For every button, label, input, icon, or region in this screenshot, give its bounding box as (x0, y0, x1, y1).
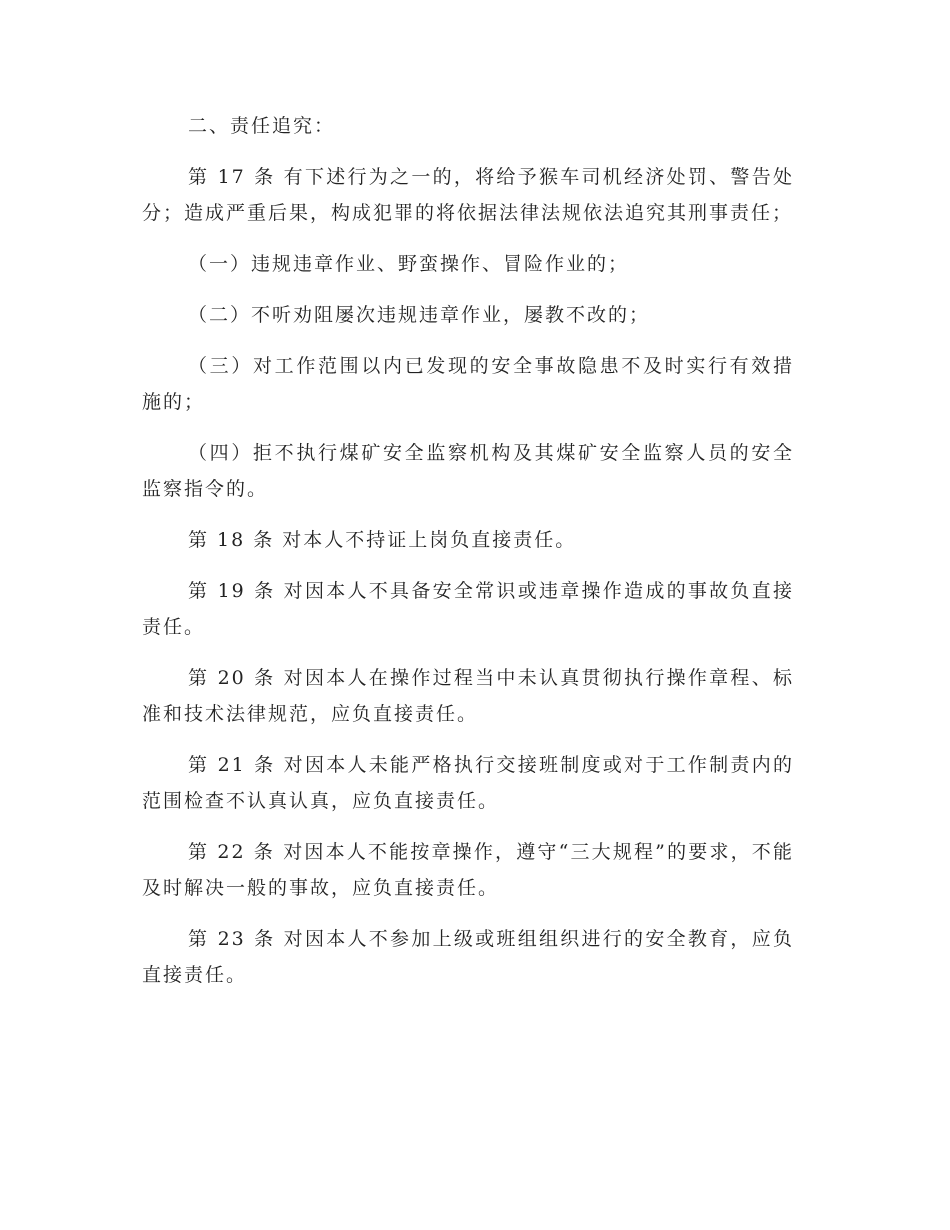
article-19: 第 19 条 对因本人不具备安全常识或违章操作造成的事故负直接责任。 (142, 580, 794, 638)
document-page (142, 108, 794, 993)
article-21: 第 21 条 对因本人未能严格执行交接班制度或对于工作制责内的范围检查不认真认真，应负直接责任。 (142, 754, 794, 812)
clause-2: （二）不听劝阻屡次违规违章作业，屡教不改的； (188, 304, 651, 326)
article-22: 第 22 条 对因本人不能按章操作，遵守“三大规程”的要求，不能及时解决一般的事故，应负直接责任。 (142, 841, 794, 899)
section-heading: 二、责任追究： (188, 115, 336, 137)
article-18: 第 18 条 对本人不持证上岗负直接责任。 (188, 529, 577, 551)
article-23: 第 23 条 对因本人不参加上级或班组组织进行的安全教育，应负直接责任。 (142, 928, 794, 986)
clause-3: （三）对工作范围以内已发现的安全事故隐患不及时实行有效措施的； (142, 355, 794, 413)
clause-1: （一）违规违章作业、野蛮操作、冒险作业的； (188, 253, 630, 275)
article-17: 第 17 条 有下述行为之一的，将给予猴车司机经济处罚、警告处分；造成严重后果，构成犯罪的将依据法律法规依法追究其刑事责任； (142, 166, 794, 224)
clause-4: （四）拒不执行煤矿安全监察机构及其煤矿安全监察人员的安全监察指令的。 (142, 442, 794, 500)
article-20: 第 20 条 对因本人在操作过程当中未认真贯彻执行操作章程、标准和技术法律规范，应负直接责任。 (142, 667, 794, 725)
